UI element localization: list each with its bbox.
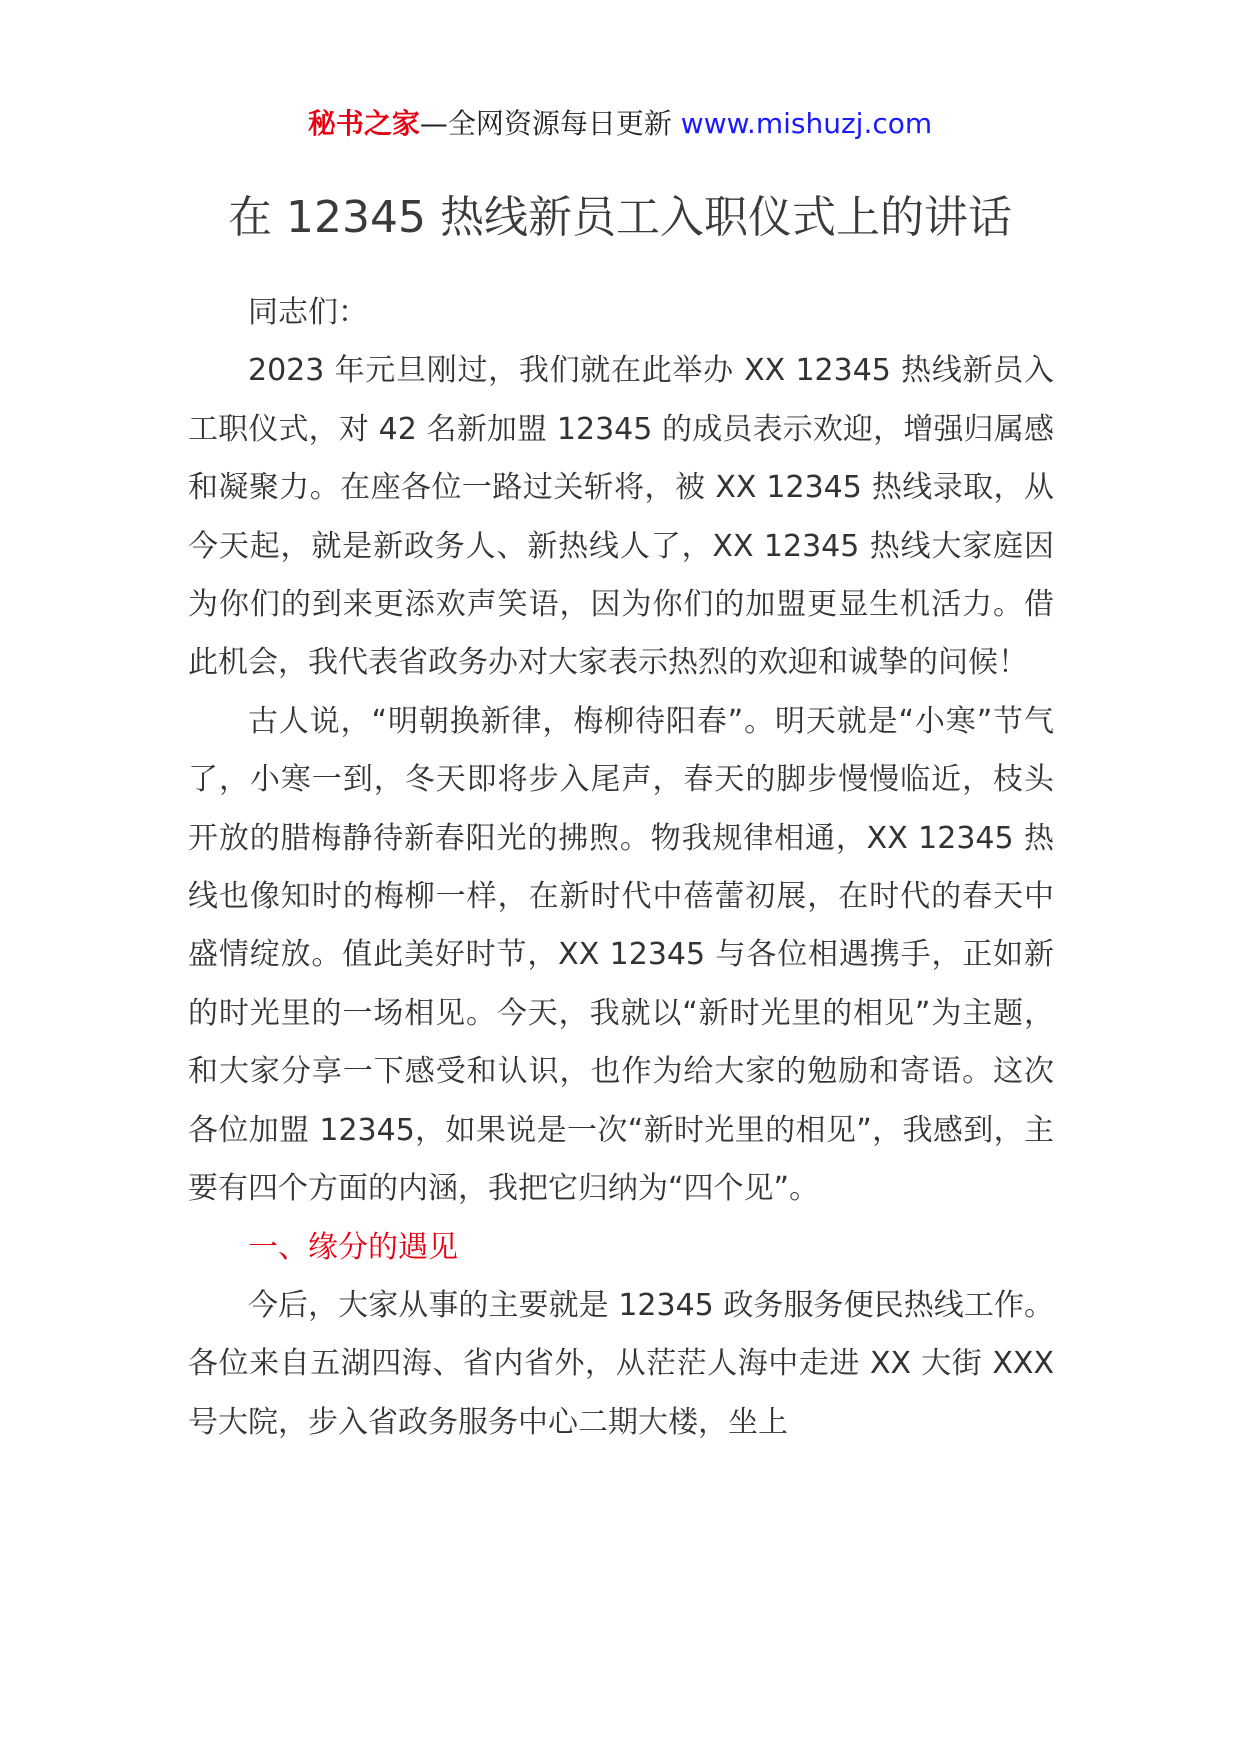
body-paragraph: 今后，大家从事的主要就是 12345 政务服务便民热线工作。各位来自五湖四海、省内省外，从茫茫人海中走进 XX 大街 XXX 号大院，步入省政务服务中心二期大楼，坐上 (188, 1287, 1054, 1440)
document-body (188, 284, 1054, 1452)
brand-name: 秘书之家 (307, 107, 420, 140)
document-title: 在 12345 热线新员工入职仪式上的讲话 (228, 192, 1012, 243)
site-header (0, 104, 1240, 144)
site-url-link[interactable]: www.mishuzj.com (680, 107, 933, 140)
body-paragraph: 古人说，“明朝换新律，梅柳待阳春”。明天就是“小寒”节气了，小寒一到，冬天即将步入尾声，春天的脚步慢慢临近，枝头开放的腊梅静待新春阳光的拂煦。物我规律相通，XX 12345 热线也像知时的梅柳一样，在新时代中蓓蕾初展，在时代的春天中盛情绽放。值此美好时节，XX 12345 与各位相遇携手，正如新的时光里的一场相见。今天，我就以“新时光里的相见”为主题，和大家分享一下感受和认识，也作为给大家的勉励和寄语。这次各位加盟 12345，如果说是一次“新时光里的相见”，我感到，主要有四个方面的内涵，我把它归纳为“四个见”。 (188, 703, 1054, 1207)
body-paragraph: 2023 年元旦刚过，我们就在此举办 XX 12345 热线新员入工职仪式，对 42 名新加盟 12345 的成员表示欢迎，增强归属感和凝聚力。在座各位一路过关斩将，被 XX 12345 热线录取，从今天起，就是新政务人、新热线人了，XX 12345 热线大家庭因为你们的到来更添欢声笑语，因为你们的加盟更显生机活力。借此机会，我代表省政务办对大家表示热烈的欢迎和诚挚的问候！ (188, 353, 1054, 681)
header-slogan: —全网资源每日更新 (419, 107, 672, 140)
section-heading: 一、缘分的遇见 (248, 1229, 458, 1265)
salutation-paragraph: 同志们： (248, 295, 368, 330)
